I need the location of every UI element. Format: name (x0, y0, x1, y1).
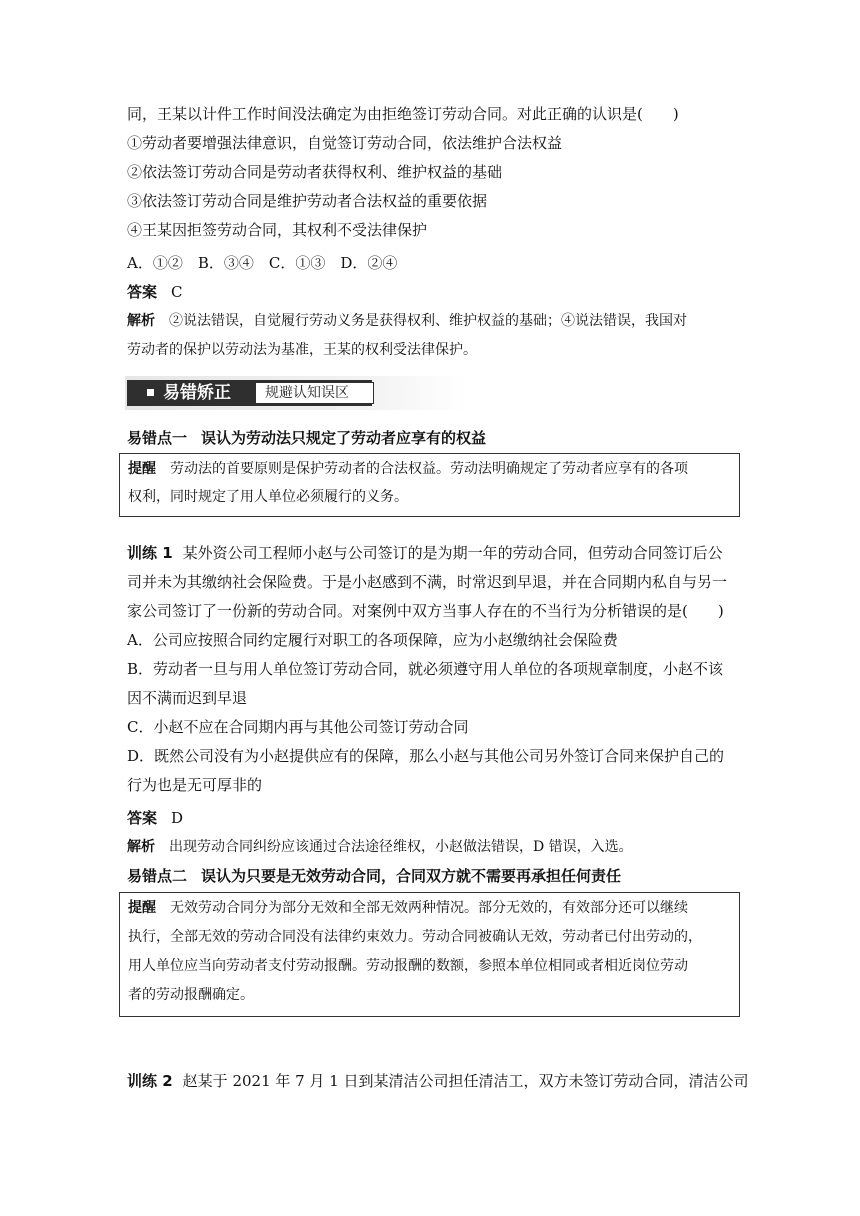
tip-2-line-1 (128, 898, 688, 918)
tip-1-text: 劳动法的首要原则是保护劳动者的合法权益。劳动法明确规定了劳动者应享有的各项 (170, 461, 688, 477)
training-1-answer-line (127, 808, 747, 828)
tip-2-line-4: 者的劳动报酬确定。 (128, 987, 254, 1003)
training-1-line-3: 家公司签订了一份新的劳动合同。对案例中双方当事人存在的不当行为分析错误的是( ) (127, 602, 724, 620)
square-bullet-icon (147, 389, 154, 396)
training-1-option-c: C．小赵不应在合同期内再与其他公司签订劳动合同 (127, 718, 469, 736)
banner-subtitle: 规避认知误区 (265, 385, 349, 401)
section-banner (125, 376, 467, 410)
training-1-analysis-line (127, 837, 747, 857)
training-1-option-b-cont: 因不满而迟到早退 (127, 689, 248, 707)
training-1-stem: 某外资公司工程师小赵与公司签订的是为期一年的劳动合同，但劳动合同签订后公 (182, 544, 723, 562)
training-1-answer-label: 答案 (127, 809, 158, 827)
training-1-option-b: B．劳动者一旦与用人单位签订劳动合同，就必须遵守用人单位的各项规章制度，小赵不该 (127, 660, 724, 678)
error-point-1-label: 易错点一 (127, 429, 188, 447)
question-stem: 同，王某以计件工作时间没法确定为由拒绝签订劳动合同。对此正确的认识是( ) (127, 105, 679, 123)
training-1-option-a: A．公司应按照合同约定履行对职工的各项保障，应为小赵缴纳社会保险费 (127, 631, 618, 649)
error-point-2-text: 误认为只要是无效劳动合同，合同双方就不需要再承担任何责任 (201, 867, 622, 885)
answer-choices: A．①② B．③④ C．①③ D．②④ (127, 254, 398, 272)
option-3: ③依法签订劳动合同是维护劳动者合法权益的重要依据 (127, 192, 488, 210)
answer-label: 答案 (127, 283, 158, 301)
training-1-analysis-label: 解析 (127, 839, 155, 855)
option-1: ①劳动者要增强法律意识，自觉签订劳动合同，依法维护合法权益 (127, 134, 563, 152)
error-point-2-heading (127, 866, 747, 886)
training-1-answer-value: D (171, 809, 184, 827)
analysis-line-1 (127, 311, 747, 331)
tip-box-1 (119, 453, 740, 517)
training-2-stem: 赵某于 2021 年 7 月 1 日到某清洁公司担任清洁工，双方未签订劳动合同，清洁公司 (182, 1072, 749, 1090)
error-point-1-heading (127, 428, 747, 448)
tip-box-2 (119, 892, 740, 1017)
training-1-line-2: 司并未为其缴纳社会保险费。于是小赵感到不满，时常迟到早退，并在合同期内私自与另一 (127, 573, 728, 591)
error-point-1-text: 误认为劳动法只规定了劳动者应享有的权益 (201, 429, 487, 447)
tip-1-line-1 (128, 459, 688, 479)
tip-2-label: 提醒 (128, 900, 156, 916)
analysis-text: ②说法错误，自觉履行劳动义务是获得权利、维护权益的基础；④说法错误，我国对 (169, 313, 687, 329)
banner-title: 易错矫正 (163, 383, 231, 403)
tip-1-line-2: 权利，同时规定了用人单位必须履行的义务。 (128, 489, 408, 505)
answer-value: C (171, 283, 183, 301)
error-point-2-label: 易错点二 (127, 867, 188, 885)
tip-2-line-2: 执行，全部无效的劳动合同没有法律约束效力。劳动合同被确认无效，劳动者已付出劳动的， (128, 929, 702, 945)
tip-1-label: 提醒 (128, 461, 156, 477)
analysis-line-2: 劳动者的保护以劳动法为基准，王某的权利受法律保护。 (127, 342, 477, 358)
training-1-option-d-cont: 行为也是无可厚非的 (127, 776, 263, 794)
option-2: ②依法签订劳动合同是劳动者获得权利、维护权益的基础 (127, 163, 503, 181)
training-1-option-d: D．既然公司没有为小赵提供应有的保障，那么小赵与其他公司另外签订合同来保护自己的 (127, 747, 725, 765)
training-2-line-1 (127, 1071, 747, 1091)
training-1-analysis-text: 出现劳动合同纠纷应该通过合法途径维权，小赵做法错误，D 错误，入选。 (169, 839, 633, 855)
option-4: ④王某因拒签劳动合同，其权利不受法律保护 (127, 221, 428, 239)
tip-2-line-3: 用人单位应当向劳动者支付劳动报酬。劳动报酬的数额，参照本单位相同或者相近岗位劳动 (128, 958, 688, 974)
training-2-label: 训练 2 (127, 1072, 173, 1090)
answer-line (127, 282, 747, 302)
analysis-label: 解析 (127, 313, 155, 329)
training-1-label: 训练 1 (127, 544, 173, 562)
tip-2-text: 无效劳动合同分为部分无效和全部无效两种情况。部分无效的，有效部分还可以继续 (170, 900, 688, 916)
training-1-line-1 (127, 543, 747, 563)
